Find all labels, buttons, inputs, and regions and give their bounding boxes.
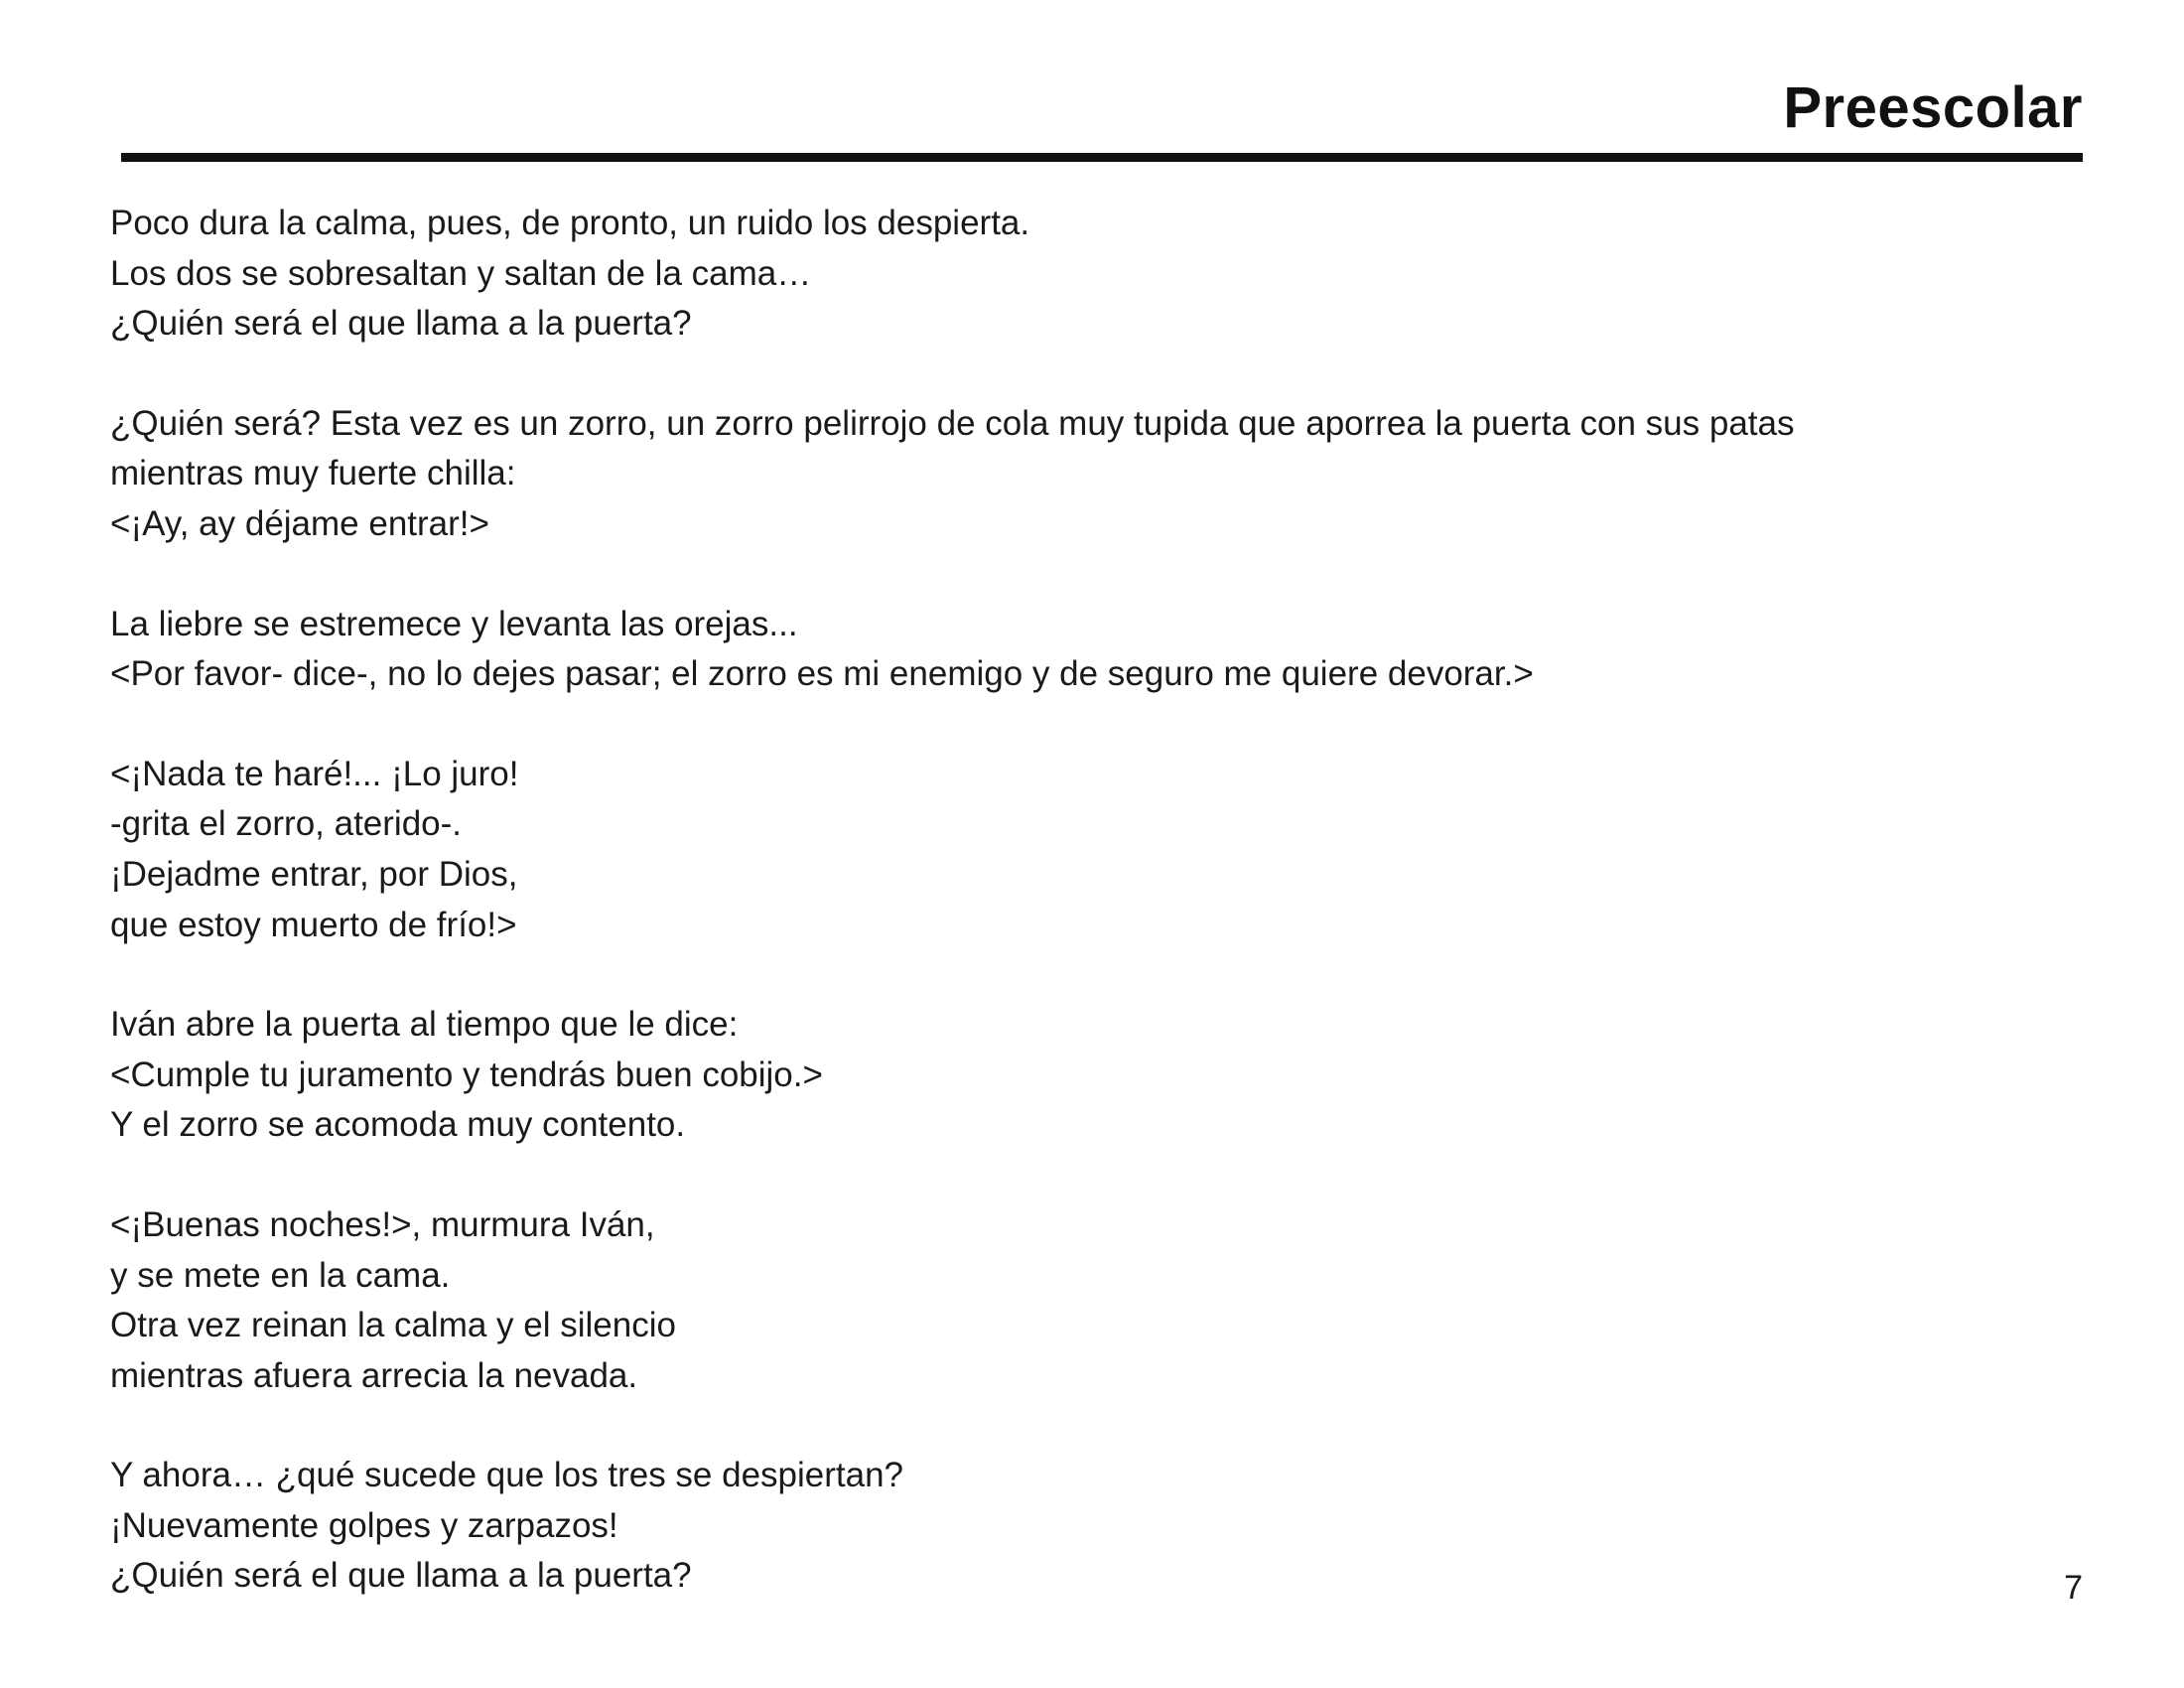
text-line: <¡Nada te haré!... ¡Lo juro! (110, 754, 519, 793)
text-line: ¿Quién será? Esta vez es un zorro, un zorro pelirrojo de cola muy tupida que aporrea la puerta con sus patas (110, 403, 1795, 443)
paragraph (110, 1200, 2076, 1401)
text-line: que estoy muerto de frío!> (110, 905, 517, 944)
paragraph (110, 1000, 2076, 1151)
text-line: <Cumple tu juramento y tendrás buen cobijo.> (110, 1055, 823, 1094)
text-line: Los dos se sobresaltan y saltan de la cama… (110, 253, 812, 293)
text-line: mientras afuera arrecia la nevada. (110, 1355, 638, 1395)
text-line: Y ahora… ¿qué sucede que los tres se despiertan? (110, 1456, 904, 1495)
text-line: Otra vez reinan la calma y el silencio (110, 1306, 676, 1345)
text-line: ¡Nuevamente golpes y zarpazos! (110, 1505, 618, 1545)
header-rule (121, 153, 2083, 162)
text-line: ¡Dejadme entrar, por Dios, (110, 854, 518, 894)
text-line: ¿Quién será el que llama a la puerta? (110, 1556, 692, 1596)
text-line: <Por favor- dice-, no lo dejes pasar; el zorro es mi enemigo y de seguro me quiere devorar.> (110, 654, 1534, 694)
text-line: Poco dura la calma, pues, de pronto, un ruido los despierta. (110, 204, 1030, 242)
text-line: <¡Ay, ay déjame entrar!> (110, 503, 489, 543)
text-line: <¡Buenas noches!>, murmura Iván, (110, 1204, 655, 1244)
page-title: Preescolar (1783, 75, 2083, 140)
text-line: ¿Quién será el que llama a la puerta? (110, 304, 692, 344)
text-line: y se mete en la cama. (110, 1255, 451, 1295)
text-line: Iván abre la puerta al tiempo que le dice: (110, 1005, 739, 1045)
page-number: 7 (2064, 1569, 2083, 1607)
text-line: -grita el zorro, aterido-. (110, 804, 463, 844)
page-header (0, 0, 2184, 169)
paragraph (110, 600, 2076, 700)
paragraph (110, 750, 2076, 950)
paragraph (110, 1451, 2076, 1602)
text-line: La liebre se estremece y levanta las orejas... (110, 604, 798, 643)
text-line: Y el zorro se acomoda muy contento. (110, 1105, 686, 1145)
story-text (110, 199, 2076, 1651)
paragraph (110, 399, 2076, 550)
text-line: mientras muy fuerte chilla: (110, 454, 516, 493)
paragraph (110, 199, 2076, 350)
